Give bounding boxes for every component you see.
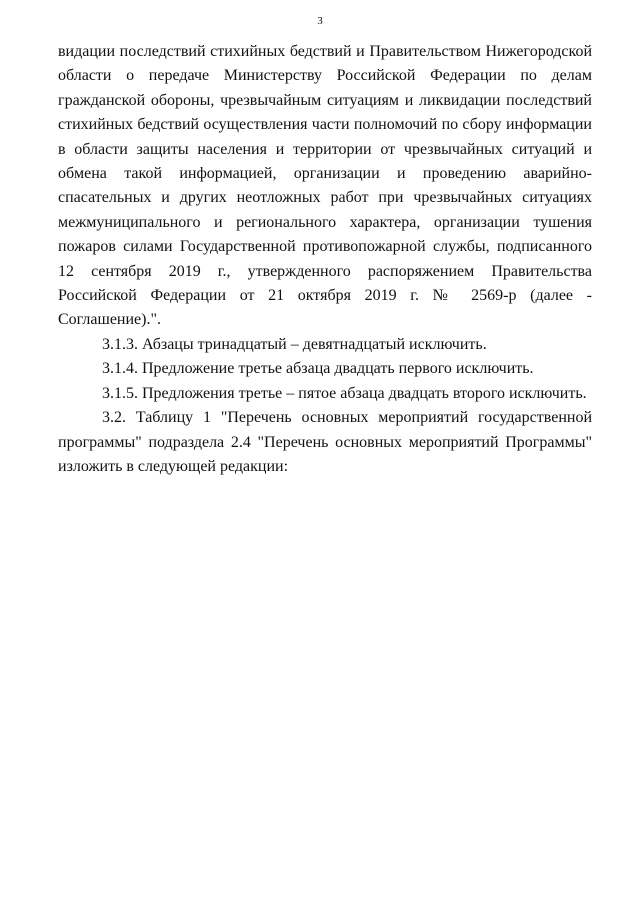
paragraph-continuation: видации последствий стихийных бедствий и Правительством Нижегородской области о передаче Министерству Российской Федерации по делам гражданской обороны, чрезвычайным ситуациям и ликвидации последствий стихийных бедствий осуществления части полномочий по сбору информации в области защиты населения и территории от чрезвычайных ситуаций и обмена такой информацией, организации и проведению аварийно-спасательных и других неотложных работ при чрезвычайных ситуациях межмуниципального и регионального характера, организации тушения пожаров силами Государственной противопожарной службы, подписанного 12 сентября 2019 г., утвержденного распоряжением Правительства Российской Федерации от 21 октября 2019 г. № 2569-р (далее - Соглашение).". [58,43,592,329]
paragraph-3-1-3: 3.1.3. Абзацы тринадцатый – девятнадцатый исключить. [102,335,487,353]
paragraph-3-2: 3.2. Таблицу 1 "Перечень основных мероприятий государственной программы" подраздела 2.4 "Перечень основных мероприятий Программы" изложить в следующей редакции: [58,409,592,475]
paragraph-3-1-4: 3.1.4. Предложение третье абзаца двадцать первого исключить. [102,360,534,378]
page-number: 3 [317,15,323,27]
paragraph-3-1-5: 3.1.5. Предложения третье – пятое абзаца двадцать второго исключить. [102,384,587,402]
document-body [58,40,592,479]
